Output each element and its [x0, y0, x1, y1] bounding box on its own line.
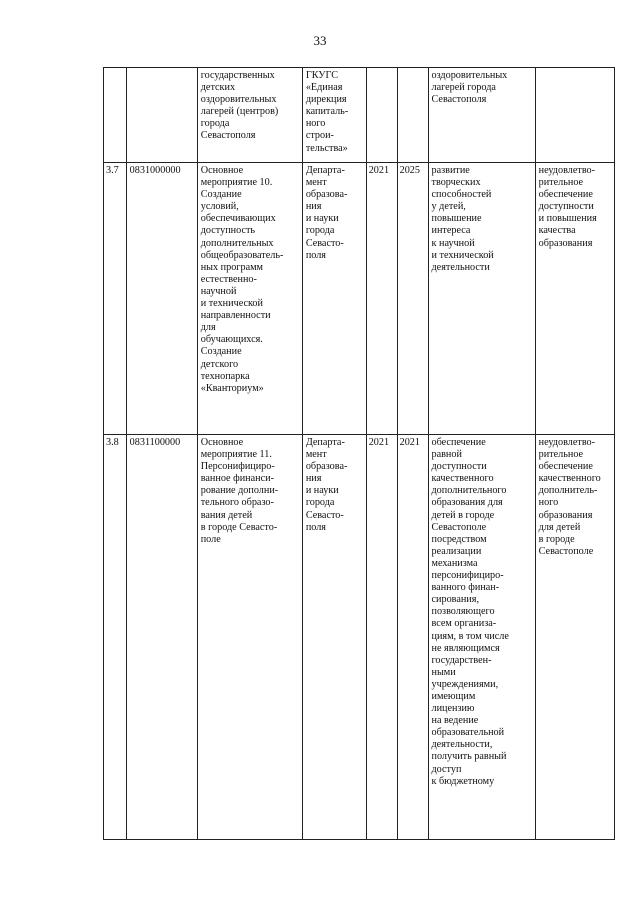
consequence-cell: неудовлетво- рительное обеспечение качественного дополнитель- ного образования для детей в городе Севастополе: [535, 435, 614, 840]
measure-name-cell: Основное мероприятие 10. Создание условий, обеспечивающих доступность дополнительных общеобразователь- ных программ естественно- научной и технической направленности для обучающихся. Создание детского технопарка «Кванториум»: [197, 163, 302, 435]
table-row: [104, 435, 615, 840]
measure-name-cell: государственных детских оздоровительных лагерей (центров) города Севастополя: [197, 68, 302, 163]
expected-result-cell: обеспечение равной доступности качественного дополнительного образования для детей в городе Севастополе посредством реализации механизма персонифициро- ванного финан- сирования, позволяющего всем организа- циям, в том числе не являющимся государствен- ными учреждениями, имеющим лицензию на ведение образовательной деятельности, получить равный доступ к бюджетному: [428, 435, 535, 840]
end-year-cell: 2025: [397, 163, 428, 435]
row-number-cell: 3.7: [104, 163, 127, 435]
end-year-cell: [397, 68, 428, 163]
measures-table: [103, 67, 615, 840]
measure-name-cell: Основное мероприятие 11. Персонифициро- ванное финанси- рование дополни- тельного образо- вания детей в городе Севасто- поле: [197, 435, 302, 840]
table-row: [104, 68, 615, 163]
consequence-cell: неудовлетво- рительное обеспечение доступности и повышения качества образования: [535, 163, 614, 435]
budget-code-cell: 0831000000: [126, 163, 197, 435]
expected-result-cell: оздоровительных лагерей города Севастополя: [428, 68, 535, 163]
budget-code-cell: [126, 68, 197, 163]
executor-cell: ГКУГС «Единая дирекция капиталь- ного строи- тельства»: [302, 68, 366, 163]
row-number-cell: [104, 68, 127, 163]
executor-cell: Департа- мент образова- ния и науки города Севасто- поля: [302, 435, 366, 840]
end-year-cell: 2021: [397, 435, 428, 840]
start-year-cell: 2021: [366, 163, 397, 435]
row-number-cell: 3.8: [104, 435, 127, 840]
consequence-cell: [535, 68, 614, 163]
budget-code-cell: 0831100000: [126, 435, 197, 840]
expected-result-cell: развитие творческих способностей у детей, повышение интереса к научной и технической деятельности: [428, 163, 535, 435]
table-row: [104, 163, 615, 435]
start-year-cell: 2021: [366, 435, 397, 840]
executor-cell: Департа- мент образова- ния и науки города Севасто- поля: [302, 163, 366, 435]
start-year-cell: [366, 68, 397, 163]
page-number: 33: [313, 33, 327, 48]
